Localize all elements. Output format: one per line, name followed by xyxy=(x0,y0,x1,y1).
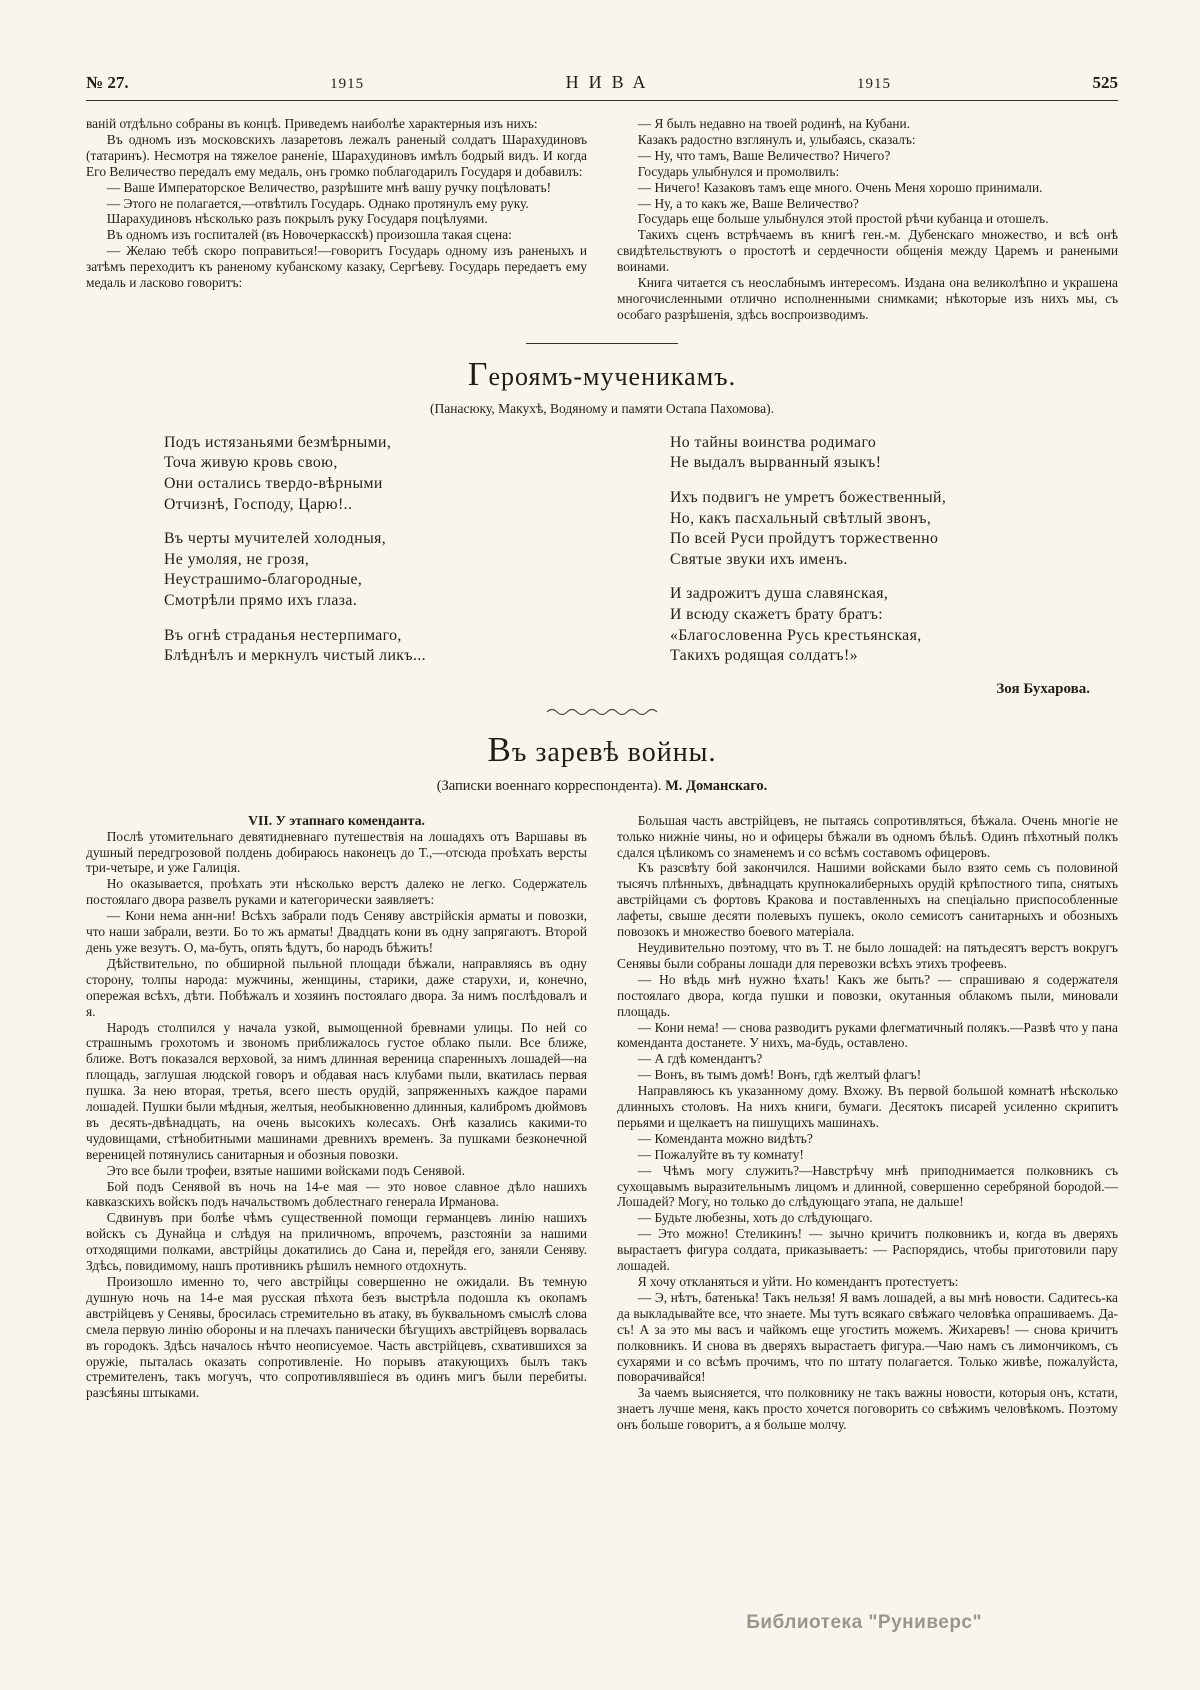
paragraph: — Этого не полагается,—отвѣтилъ Государь. Однако протянулъ ему руку. xyxy=(106,195,529,211)
section-divider xyxy=(526,343,678,344)
paragraph: Такихъ сценъ встрѣчаемъ въ книгѣ ген.-м. Дубенскаго множество, и всѣ онѣ свидѣтельствуютъ о простотѣ и сердечности общенія между Царемъ и ранеными воинами. xyxy=(617,227,1118,275)
paragraph: Книга читается съ неослабнымъ интересомъ. Издана она великолѣпно и украшена многочисленными отлично исполненными снимками; нѣкоторые изъ нихъ мы, съ особаго разрѣшенія, здѣсь воспроизводимъ. xyxy=(617,275,1118,322)
paragraph: — Ничего! Казаковъ тамъ еще много. Очень Меня хорошо принимали. xyxy=(637,179,1043,195)
poem-signature: Зоя Бухарова. xyxy=(996,680,1090,697)
paragraph: Казакъ радостно взглянулъ и, улыбаясь, сказалъ: xyxy=(637,131,916,147)
war-article-subtitle-text: (Записки военнаго корреспондента). xyxy=(436,777,662,794)
paragraph: Сдвинувъ при болѣе чѣмъ существенной помощи германцевъ линію нашихъ войскъ съ Дунайца и слѣдуя на приличномъ, впрочемъ, разстояніи за нашими отходящими полками, австрійцы докатились до Сана и, перейдя его, заняли Сеняву. Здѣсь, повидимому, нашъ противникъ рѣшилъ немного отдохнуть. xyxy=(86,1210,587,1274)
paragraph: — Ваше Императорское Величество, разрѣшите мнѣ вашу ручку поцѣловать! xyxy=(106,179,552,195)
paragraph: — Будьте любезны, хоть до слѣдующаго. xyxy=(637,1210,873,1226)
page-number: 525 xyxy=(1092,73,1118,92)
paragraph: — А гдѣ комендантъ? xyxy=(637,1051,763,1067)
wavy-divider xyxy=(86,704,1118,722)
paragraph: — Я былъ недавно на твоей родинѣ, на Кубани. xyxy=(637,116,911,131)
war-article-left-column xyxy=(86,813,587,1433)
paragraph: Произошло именно то, чего австрійцы совершенно не ожидали. Въ темную душную ночь на 14-е мая русская пѣхота безъ выстрѣла подошла къ окопамъ австрійцевъ у Сенявы, бросилась стремительно въ атаку, въ буквальномъ смыслѣ слова смела первую линію обороны и на плечахъ панически бѣгущихъ австрійцевъ ворвалась въ городокъ. Здѣсь началось нѣчто неописуемое. Часть австрійцевъ, схватившихся за оружіе, пыталась оказать сопротивленіе. Но порывъ атакующихъ былъ такъ стремителенъ, такъ могучъ, что сопротивлявшіеся въ одинъ мигъ были перебиты. разсѣяны штыками. xyxy=(86,1274,587,1401)
library-watermark: Библиотека "Руниверс" xyxy=(746,1612,982,1633)
stanza: Ихъ подвигъ не умретъ божественный, Но, какъ пасхальный свѣтлый звонъ, По всей Руси пройдутъ торжественно Святые звуки ихъ именъ. xyxy=(670,488,947,568)
paragraph: — Вонъ, въ тымъ домѣ! Вонъ, гдѣ желтый флагъ! xyxy=(637,1067,922,1083)
wavy-divider-icon xyxy=(546,707,658,717)
paragraph: Неудивительно поэтому, что въ Т. не было лошадей: на пятьдесятъ верстъ вокругъ Сенявы были собраны лошади для перевозки всѣхъ этихъ трофеевъ. xyxy=(617,939,1118,971)
war-article-left-text xyxy=(86,829,587,1402)
page-header xyxy=(86,72,1118,101)
paragraph: Государь еще больше улыбнулся этой простой рѣчи кубанца и отошелъ. xyxy=(637,211,1049,227)
magazine-title: НИВА xyxy=(565,72,656,92)
poem-left-column xyxy=(86,433,612,681)
paragraph: — Пожалуйте въ ту комнату! xyxy=(637,1146,804,1162)
paragraph: ваній отдѣльно собраны въ концѣ. Приведемъ наиболѣе характерныя изъ нихъ: xyxy=(86,116,538,131)
war-article-subtitle xyxy=(86,778,1118,795)
issue-number: № 27. xyxy=(86,73,129,92)
paragraph: — Коменданта можно видѣть? xyxy=(637,1130,813,1146)
paragraph: Въ одномъ изъ госпиталей (въ Новочеркасскѣ) произошла такая сцена: xyxy=(106,227,512,243)
stanza: Въ огнѣ страданья нестерпимаго, Блѣднѣлъ и меркнулъ чистый ликъ... xyxy=(164,626,426,665)
poem-title: Героямъ-мученикамъ. xyxy=(467,355,737,393)
chapter-heading: VII. У этапнаго коменданта. xyxy=(248,812,425,828)
poem-dedication: (Панасюку, Макухѣ, Водяному и памяти Остапа Пахомова). xyxy=(430,400,774,416)
stanza: И задрожитъ душа славянская, И всюду скажетъ брату братъ: «Благословенна Русь крестьянская, Такихъ родящая солдатъ!» xyxy=(670,585,922,665)
poem-right-column xyxy=(612,433,1118,681)
paragraph: — Чѣмъ могу служить?—Навстрѣчу мнѣ приподнимается полковникъ съ сухощавымъ выразительнымъ лицомъ и длинной, совершенно серебряной бородой.—Лошадей? Могу, но только до слѣдующаго этапа, не дальше! xyxy=(617,1162,1118,1210)
paragraph: Бой подъ Сенявой въ ночь на 14-е мая — это новое славное дѣло нашихъ кавказскихъ войскъ подъ начальствомъ доблестнаго генерала Ирманова. xyxy=(86,1178,587,1210)
paragraph: Направляюсь къ указанному дому. Вхожу. Въ первой большой комнатѣ нѣсколько длинныхъ столовъ. На нихъ книги, бумаги. Десятокъ писарей усиленно скрипитъ перьями и щелкаетъ на пишущихъ машинахъ. xyxy=(617,1083,1118,1130)
war-article-columns xyxy=(86,813,1118,1433)
paragraph: — Кони нема! — снова разводитъ руками флегматичный полякъ.—Развѣ что у пана коменданта достанете. У нихъ, ма-будь, оставлено. xyxy=(617,1019,1118,1051)
poem-columns xyxy=(86,433,1118,681)
paragraph: — Ну, а то какъ же, Ваше Величество? xyxy=(637,195,859,211)
paragraph: Въ одномъ изъ московскихъ лазаретовъ лежалъ раненый солдатъ Шарахудиновъ (татаринъ). Несмотря на тяжелое раненіе, Шарахудиновъ имѣлъ бодрый видъ. И когда Его Величество передалъ ему медаль, онъ громко поблагодарилъ Государя и добавилъ: xyxy=(86,131,587,179)
top-article-left-column xyxy=(86,116,587,323)
paragraph: — Кони нема анн-ни! Всѣхъ забрали подъ Сеняву австрійскія арматы и повозки, что наши забрали, везти. Бо то жъ арматы! Двадцать кони въ одну запрягаютъ. Второй день уже везутъ. О, ма-буть, опять ѣдутъ, бо народъ бѣжить! xyxy=(86,908,587,955)
stanza: Но тайны воинства родимаго Не выдалъ вырванный языкъ! xyxy=(670,433,882,472)
paragraph: Я хочу откланяться и уйти. Но комендантъ протестуетъ: xyxy=(637,1274,959,1289)
war-article xyxy=(86,730,1118,1433)
war-article-right-column xyxy=(617,813,1118,1433)
top-article xyxy=(86,116,1118,323)
paragraph: — Но вѣдь мнѣ нужно ѣхать! Какъ же быть? — спрашиваю я содержателя постоялаго двора, когда пушки и повозки, окутанныя облакомъ пыли, миновали площадь. xyxy=(617,971,1118,1019)
paragraph: — Желаю тебѣ скоро поправиться!—говоритъ Государь одному изъ раненыхъ и затѣмъ переходитъ къ раненому кубанскому казаку, Сергѣеву. Государь передаетъ ему медаль и ласково говоритъ: xyxy=(86,243,587,291)
paragraph: Большая часть австрійцевъ, не пытаясь сопротивляться, бѣжала. Очень многіе не только нижніе чины, но и офицеры бѣжали въ одномъ бѣльѣ. Одинъ пѣхотный полкъ сдался цѣликомъ со знаменемъ и со всѣмъ составомъ офицеровъ. xyxy=(617,812,1118,860)
paragraph: За чаемъ выясняется, что полковнику не такъ важны новости, которыя онъ, кстати, знаетъ лучше меня, какъ просто хочется поговорить со свѣжимъ человѣкомъ. Поэтому онъ больше говоритъ, а я больше молчу. xyxy=(617,1385,1118,1433)
paragraph: — Ну, что тамъ, Ваше Величество? Ничего? xyxy=(637,147,891,163)
poem-section xyxy=(86,356,1118,698)
paragraph: Но оказывается, проѣхать эти нѣсколько верстъ далеко не легко. Содержатель постоялаго двора развелъ руками и категорически заявляетъ: xyxy=(86,876,587,908)
stanza: Въ черты мучителей холодныя, Не умоляя, не грозя, Неустрашимо-благородные, Смотрѣли прямо ихъ глаза. xyxy=(164,530,387,609)
paragraph: Это все были трофеи, взятые нашими войсками подъ Сенявой. xyxy=(106,1162,465,1178)
paragraph: Государь улыбнулся и промолвилъ: xyxy=(637,163,840,179)
paragraph: Послѣ утомительнаго девятидневнаго путешествія на лошадяхъ отъ Варшавы въ душный передгрозовой полдень добираюсь наконецъ до Т.,—отсюда проѣхать версты три-четыре, и уже Галиція. xyxy=(86,828,587,876)
war-article-title: Въ заревѣ войны. xyxy=(487,729,717,769)
top-article-right-column xyxy=(617,116,1118,323)
paragraph: — Это можно! Стеликинъ! — зычно кричитъ полковникъ и, когда въ дверяхъ вырастаетъ фигура солдата, приказываетъ: — Распорядись, чтобы приготовили пару лошадей. xyxy=(617,1226,1118,1274)
year-left: 1915 xyxy=(330,76,365,92)
paragraph: Дѣйствительно, по обширной пыльной площади бѣжали, направляясь въ одну сторону, толпы народа: мужчины, женщины, старики, даже старухи, и, конечно, опережая всѣхъ, дѣти. Побѣжалъ и хозяинъ постоялаго двора. За нимъ послѣдовалъ и я. xyxy=(86,955,587,1019)
paragraph: Народъ столпился у начала узкой, вымощенной бревнами улицы. По ней со страшнымъ грохотомъ и звономъ приближалось густое облако пыли. Все ближе, ближе. Вотъ показался верховой, за нимъ длинная вереница спаренныхъ лошадей—на площадь, заглушая людской говоръ и обдавая насъ клубами пыли, вкатилась первая пушка. За нею вторая, третья, всего шесть орудій, запряженныхъ каждое парами лошадей. Пушки были мѣдныя, желтыя, необыкновенно длинныя, калибромъ дюймовъ въ десять-двѣнадцать, на очень высокихъ колесахъ. Онѣ казались какими-то чудовищами, стѣнобитными машинами древнихъ временъ. За пушками безконечной вереницей потянулись санитарныя и обозныя повозки. xyxy=(86,1019,587,1162)
paragraph: — Э, нѣтъ, батенька! Такъ нельзя! Я вамъ лошадей, а вы мнѣ новости. Садитесь-ка да выкладывайте все, что знаете. Мы тутъ всякаго свѣжаго человѣка опрашиваемъ. Да-съ! А за это мы васъ и чайкомъ еще угостить можемъ. Жихаревъ! — снова кричитъ полковникъ. И снова въ дверяхъ вырастаетъ фигура.—Чаю намъ съ лимончикомъ, съ сухарями и со всѣмъ прочимъ, что по штату полагается. Только живѣе, пожалуйста, поворачивайся! xyxy=(617,1289,1118,1385)
war-article-author: М. Доманскаго. xyxy=(665,777,768,794)
stanza: Подъ истязаньями безмѣрными, Точа живую кровь свою, Они остались твердо-вѣрными Отчизнѣ, Господу, Царю!.. xyxy=(164,433,392,513)
paragraph: Къ разсвѣту бой закончился. Нашими войсками было взято семь съ половиной тысячъ плѣнныхъ, двѣнадцать крупнокалиберныхъ орудій крѣпостного типа, снятыхъ австрійцами съ фортовъ Кракова и поставленныхъ на спеціально приспособленные лафеты, свыше десяти полевыхъ пушекъ, около семисотъ санитарныхъ и обозныхъ повозокъ и множество боевого матеріала. xyxy=(617,860,1118,940)
year-right: 1915 xyxy=(856,76,891,92)
paragraph: Шарахудиновъ нѣсколько разъ покрылъ руку Государя поцѣлуями. xyxy=(106,211,488,227)
